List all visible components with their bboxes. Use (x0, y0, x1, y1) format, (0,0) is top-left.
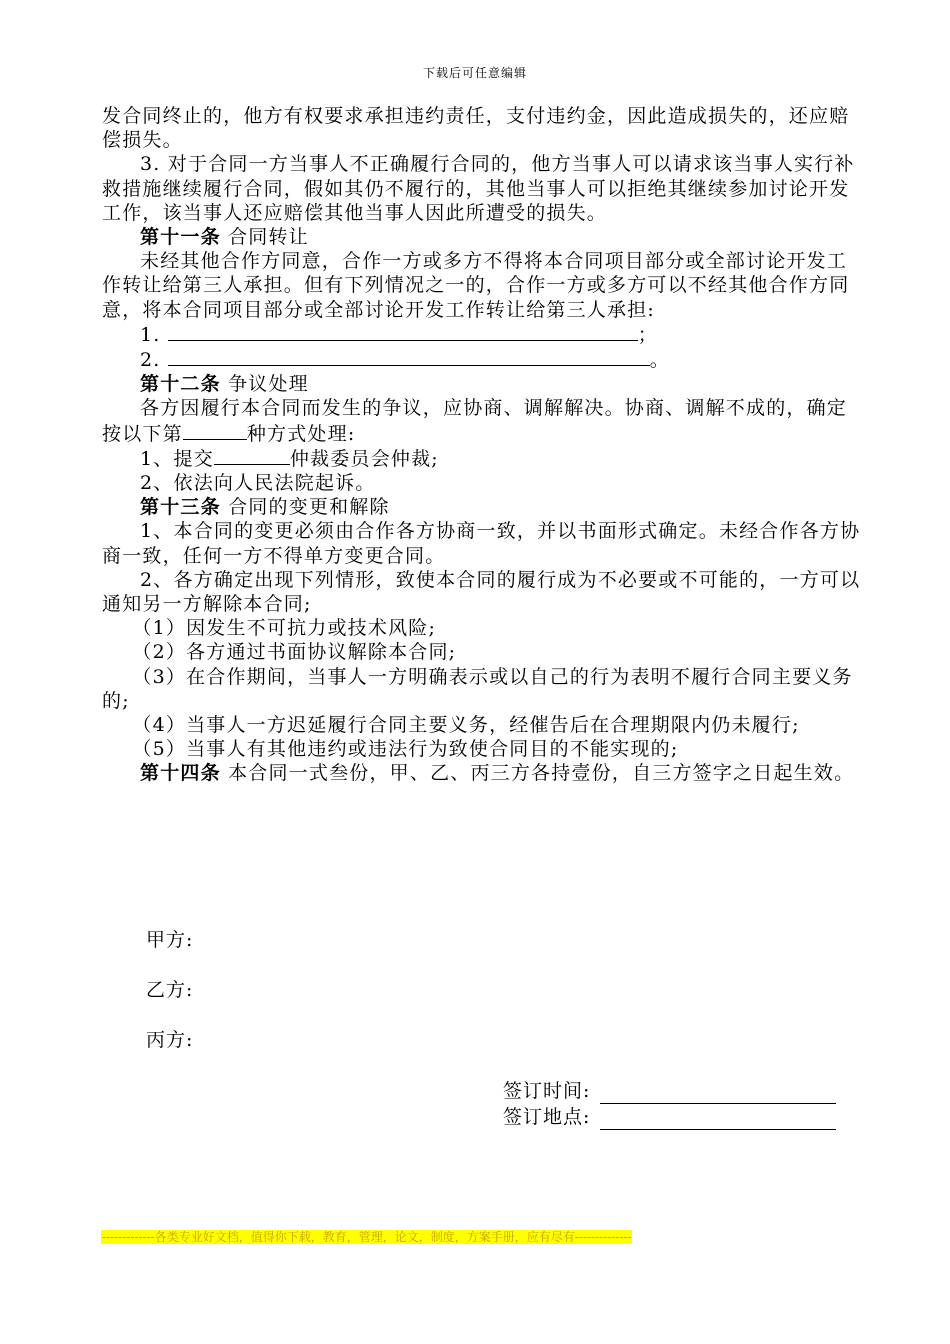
fill-blank (214, 446, 290, 465)
sign-time-blank (600, 1085, 836, 1104)
sign-place-label: 签订地点: (503, 1106, 591, 1128)
blank-item-2 (102, 347, 862, 372)
list-item: （2）各方通过书面协议解除本合同; (132, 641, 457, 664)
signature-parties (146, 928, 193, 1078)
paragraph: 发合同终止的，他方有权要求承担违约责任，支付违约金，因此造成损失的，还应赔偿损失。 (102, 105, 850, 152)
list-item: （4）当事人一方迟延履行合同主要义务，经催告后在合理期限内仍未履行; (132, 714, 800, 737)
fill-blank (168, 322, 638, 341)
article-11-heading (102, 225, 862, 249)
paragraph (102, 446, 862, 471)
item-end: ； (637, 323, 658, 346)
text: 种方式处理: (246, 422, 356, 445)
sign-place-blank (600, 1111, 836, 1130)
footer-banner: -------------各类专业好文档，值得你下载，教育，管理，论文，制度，方案手册，应有尽有-------------- (102, 1230, 632, 1244)
signing-info (503, 1078, 836, 1130)
contract-body (102, 104, 862, 786)
article-14 (102, 761, 862, 785)
party-b-label: 乙方: (146, 979, 194, 1001)
list-item: （1）因发生不可抗力或技术风险; (132, 617, 437, 640)
article-subtitle: 争议处理 (228, 373, 309, 396)
item-number: 1. (140, 323, 161, 346)
article-text: 本合同一式叁份，甲、乙、丙三方各持壹份，自三方签字之日起生效。 (228, 762, 855, 785)
text: 仲裁委员会仲裁; (289, 447, 439, 470)
fill-blank (168, 347, 650, 366)
article-13-heading (102, 495, 862, 519)
party-c-label: 丙方: (146, 1029, 194, 1051)
article-12-heading (102, 372, 862, 396)
article-title: 第十一条 (140, 226, 221, 249)
paragraph (102, 396, 862, 445)
article-subtitle: 合同转让 (228, 226, 309, 249)
article-title: 第十四条 (140, 762, 221, 785)
item-number: 2. (140, 349, 161, 372)
article-title: 第十三条 (140, 496, 221, 519)
blank-item-1 (102, 322, 862, 347)
paragraph: 3. 对于合同一方当事人不正确履行合同的，他方当事人可以请求该当事人实行补救措施继续履行合同，假如其仍不履行的，其他当事人可以拒绝其继续参加讨论开发工作，该当事人还应赔偿其他当事人因此所遭受的损失。 (102, 153, 855, 224)
item-end: 。 (649, 349, 670, 372)
text: 1、提交 (140, 447, 214, 470)
article-title: 第十二条 (140, 373, 221, 396)
text: 各方因履行本合同而发生的争议，应协商、调解解决。协商、调解不成的，确定按以下第 (102, 397, 848, 445)
list-item: （3）在合作期间，当事人一方明确表示或以自己的行为表明不履行合同主要义务的; (102, 665, 853, 712)
fill-blank (183, 421, 247, 440)
list-item: （5）当事人有其他违约或违法行为致使合同目的不能实现的; (132, 738, 679, 761)
sign-time-label: 签订时间: (503, 1080, 591, 1102)
paragraph: 2、各方确定出现下列情形，致使本合同的履行成为不必要或不可能的，一方可以通知另一方解除本合同; (102, 568, 861, 616)
paragraph: 1、本合同的变更必须由合作各方协商一致，并以书面形式确定。未经合作各方协商一致，任何一方不得单方变更合同。 (102, 520, 861, 567)
sign-time-row (503, 1078, 836, 1104)
paragraph: 2、依法向人民法院起诉。 (140, 472, 376, 495)
page-header: 下载后可任意编辑 (422, 66, 527, 80)
article-subtitle: 合同的变更和解除 (228, 496, 390, 519)
sign-place-row (503, 1104, 836, 1130)
paragraph: 未经其他合作方同意，合作一方或多方不得将本合同项目部分或全部讨论开发工作转让给第三人承担。但有下列情况之一的，合作一方或多方可以不经其他合作方同意，将本合同项目部分或全部讨论开发工作转让给第三人承担: (102, 250, 850, 321)
party-a-label: 甲方: (146, 929, 194, 951)
